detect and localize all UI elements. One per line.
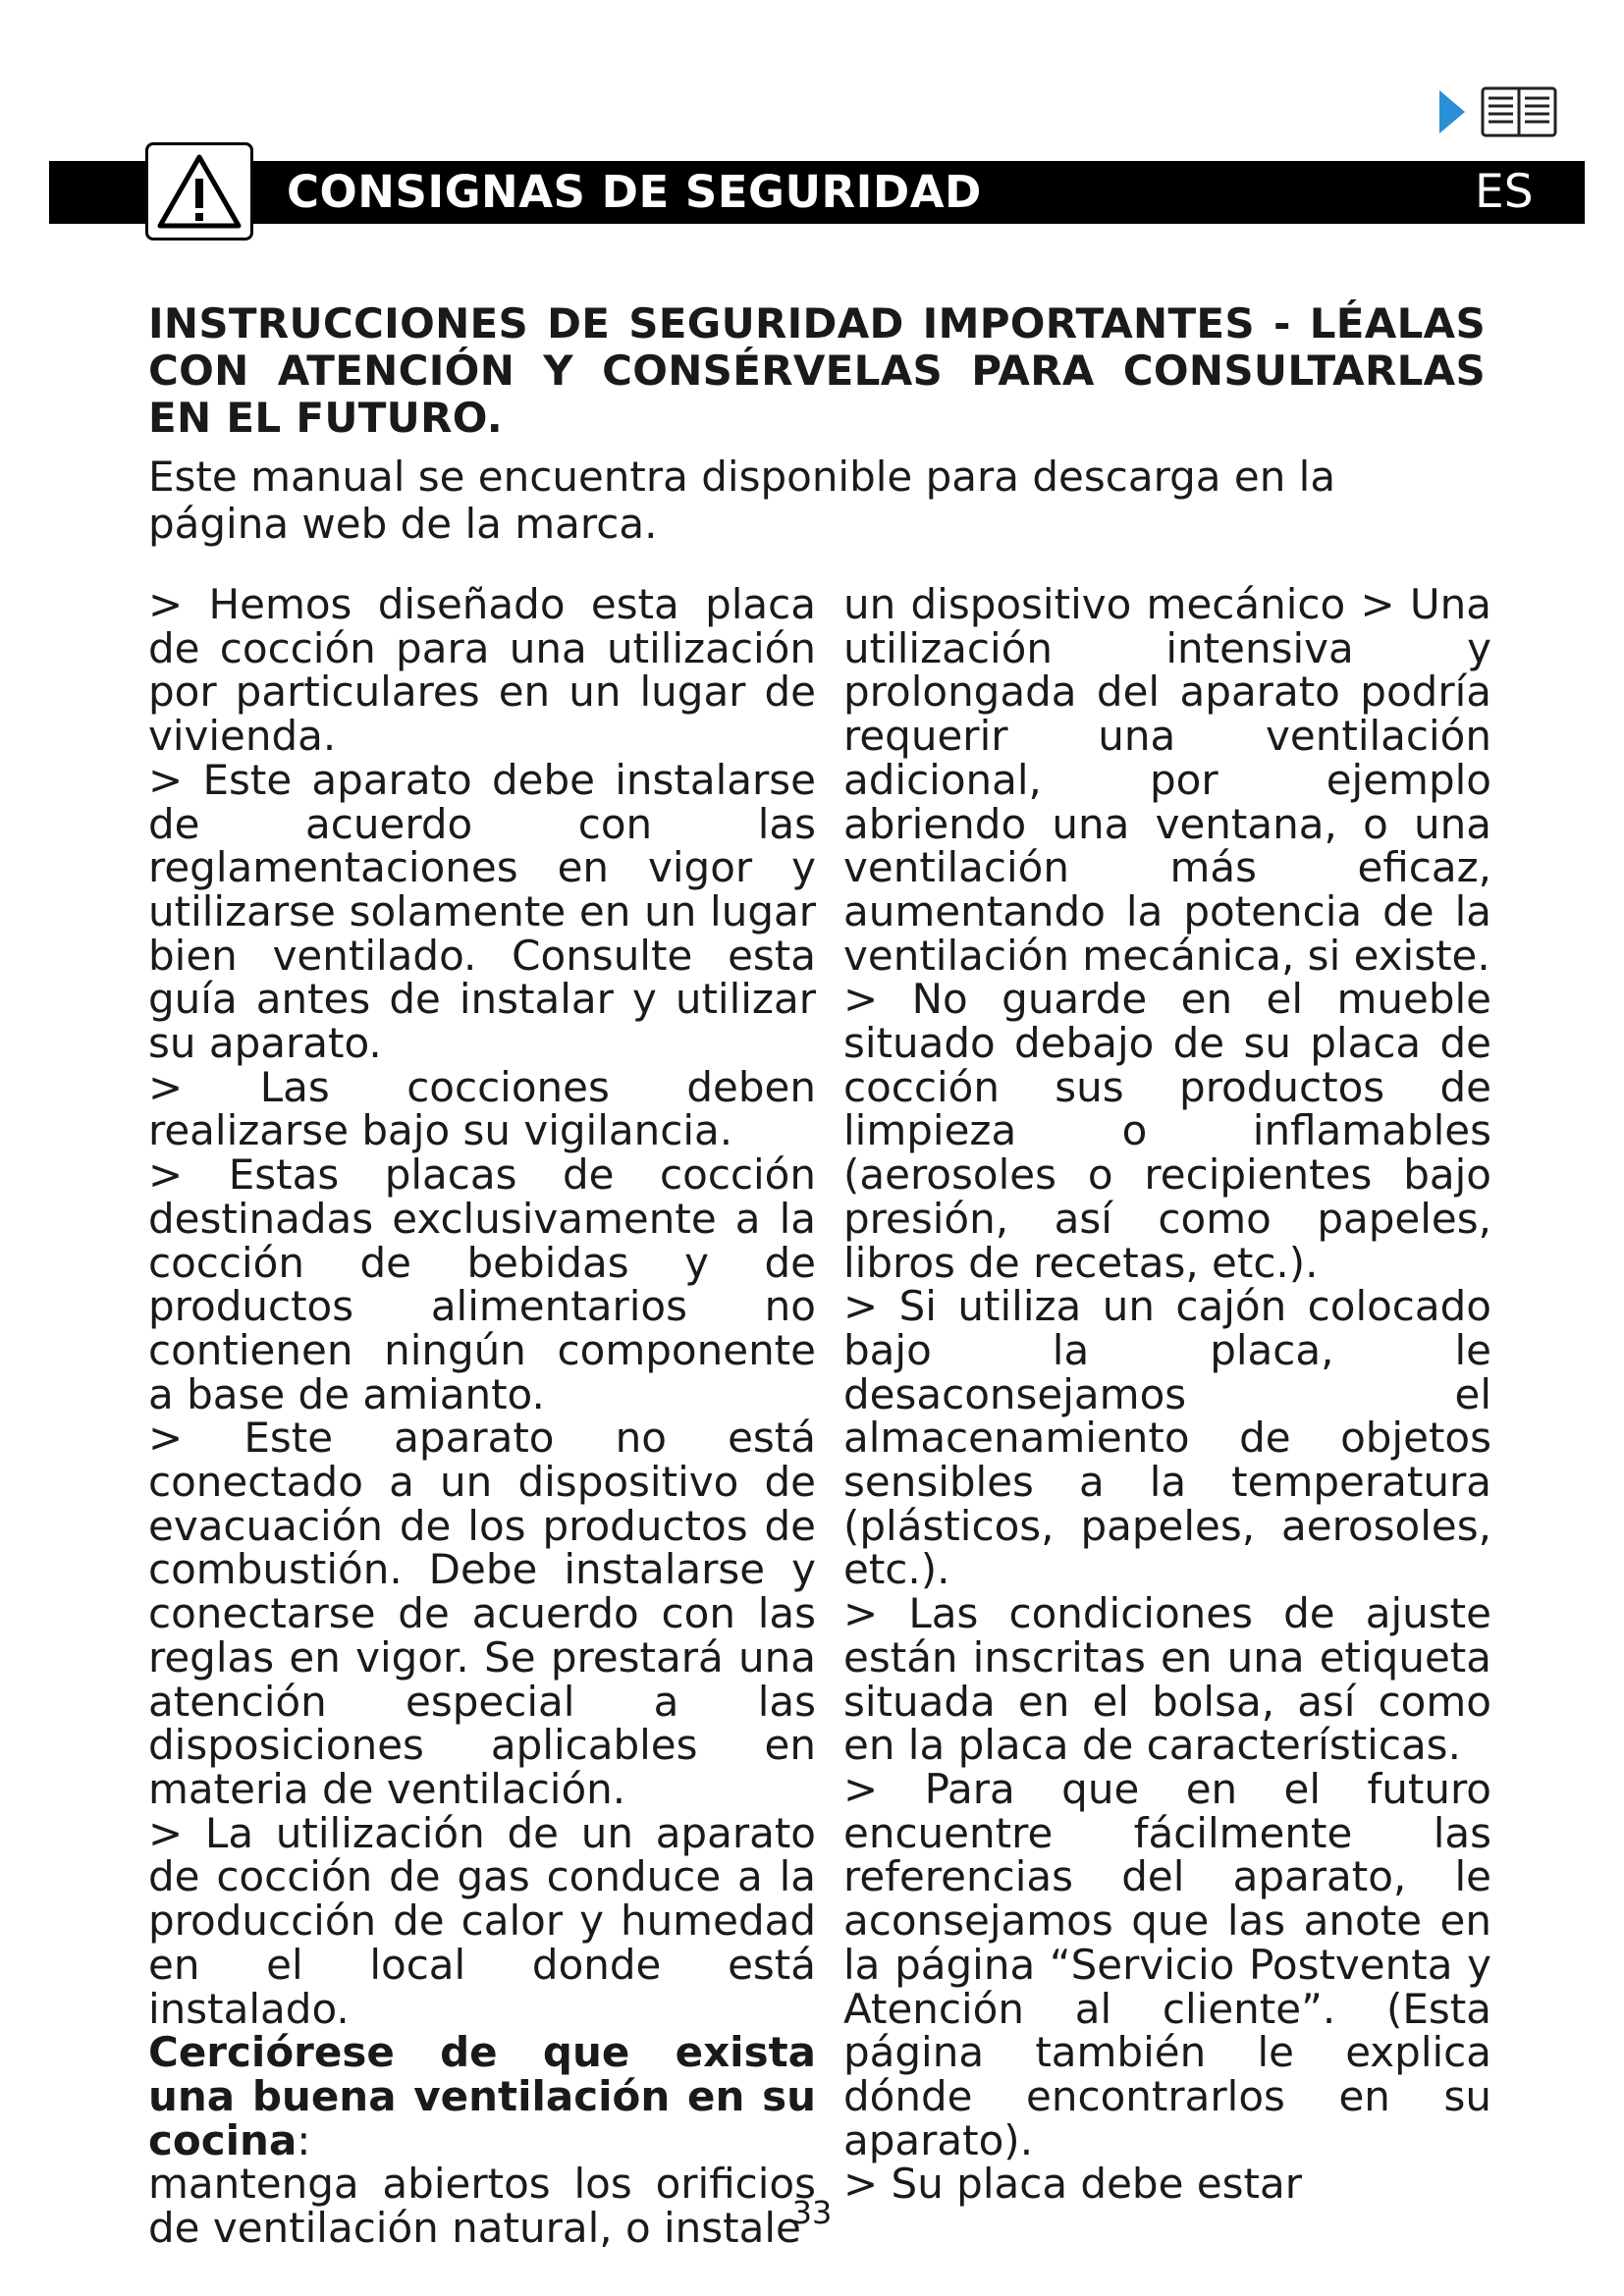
paragraph: mantenga abiertos los orificios de ventilación natural, o instale	[148, 2160, 816, 2253]
paragraph: > Su placa debe estar	[843, 2160, 1302, 2209]
language-code: ES	[1475, 165, 1534, 219]
warning-triangle-icon	[145, 142, 253, 240]
right-column	[843, 580, 1491, 2209]
paragraph: > Para que en el futuro encuentre fácilmente las referencias del aparato, le aconsejamos que las anote en la página “Servicio Postventa y Atención al cliente”. (Esta página también le explica dónde encontrarlos en su aparato).	[843, 1764, 1491, 2164]
paragraph: un dispositivo mecánico > Una utilización intensiva y prolongada del aparato podría requerir una ventilación adicional, por ejemplo abriendo una ventana, o una ventilación más eficaz, aumentando la potencia de la ventilación mecánica, si existe.	[843, 580, 1491, 980]
safety-heading: INSTRUCCIONES DE SEGURIDAD IMPORTANTES - LÉALAS CON ATENCIÓN Y CONSÉRVELAS PARA CONSULTARLAS EN EL FUTURO.	[148, 299, 1486, 442]
paragraph: > Estas placas de cocción destinadas exclusivamente a la cocción de bebidas y de productos alimentarios no contienen ningún componente a base de amianto.	[148, 1150, 816, 1418]
paragraph: > La utilización de un aparato de cocción de gas conduce a la producción de calor y humedad en el local donde está instalado.	[148, 1808, 816, 2033]
paragraph: > Las condiciones de ajuste están inscritas en una etiqueta situada en el bolsa, así como en la placa de características.	[843, 1589, 1491, 1770]
paragraph: > Las cocciones deben realizarse bajo su vigilancia.	[148, 1062, 816, 1155]
section-title: CONSIGNAS DE SEGURIDAD	[287, 166, 982, 218]
paragraph: > Este aparato debe instalarse de acuerdo con las reglamentaciones en vigor y utilizarse solamente en un lugar bien ventilado. Consulte esta guía antes de instalar y utilizar su aparato.	[148, 755, 816, 1068]
paragraph: > Este aparato no está conectado a un dispositivo de evacuación de los productos de combustión. Debe instalarse y conectarse de acuerdo con las reglas en vigor. Se prestará una atención especial a las disposiciones aplicables en materia de ventilación.	[148, 1414, 816, 1813]
ventilation-warning	[148, 2028, 816, 2164]
ventilation-warning-bold: Cerciórese de que exista una buena ventilación en su cocina	[148, 2028, 816, 2164]
nav-icons	[1434, 84, 1561, 141]
paragraph: > Hemos diseñado esta placa de cocción para una utilización por particulares en un lugar de vivienda.	[148, 580, 816, 761]
left-column	[148, 580, 816, 2253]
paragraph: > No guarde en el mueble situado debajo de su placa de cocción sus productos de limpieza o inflamables (aerosoles o recipientes bajo presión, así como papeles, libros de recetas, etc.).	[843, 975, 1491, 1287]
download-notice: Este manual se encuentra disponible para descarga en la página web de la marca.	[148, 453, 1336, 548]
play-arrow-icon	[1439, 90, 1465, 133]
ventilation-warning-colon: :	[297, 2115, 311, 2164]
paragraph: > Si utiliza un cajón colocado bajo la placa, le desaconsejamos el almacenamiento de objetos sensibles a la temperatura (plásticos, papeles, aerosoles, etc.).	[843, 1282, 1491, 1594]
page-number: 33	[791, 2194, 833, 2231]
manual-book-icon	[1483, 88, 1555, 135]
